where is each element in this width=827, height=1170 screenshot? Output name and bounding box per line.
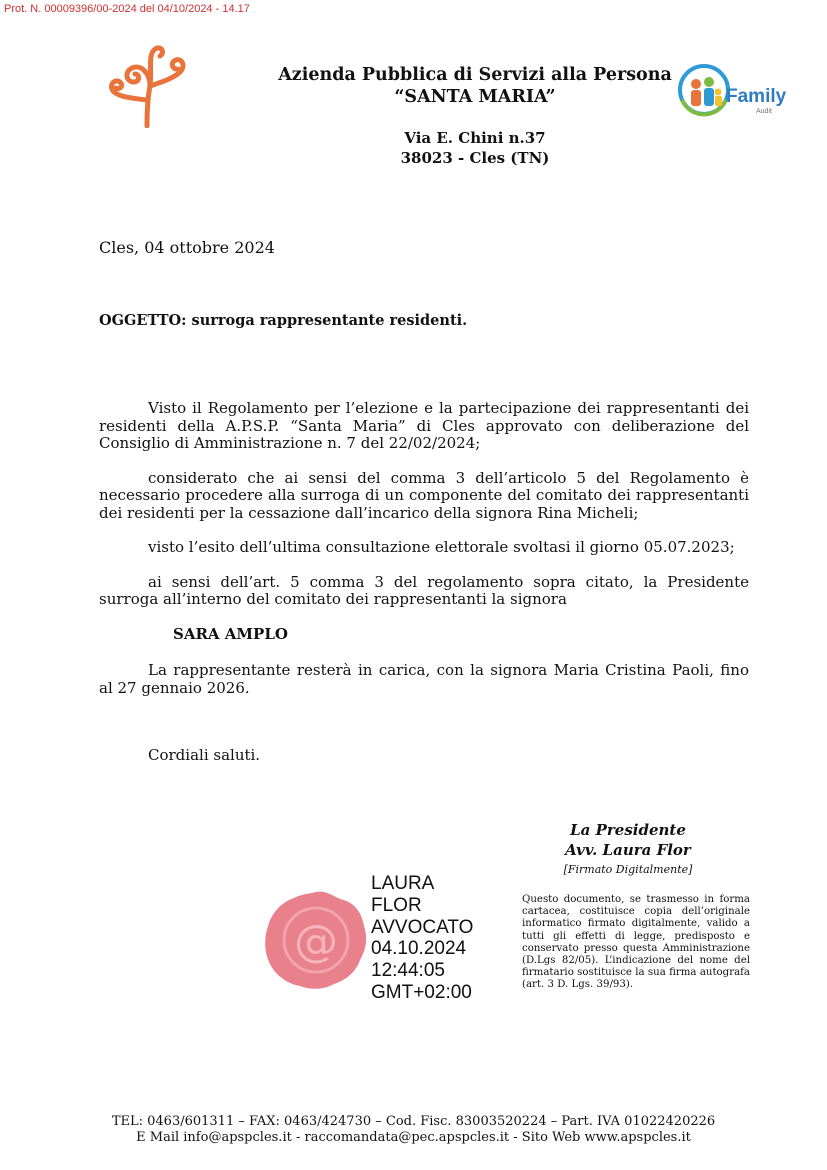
paragraph: considerato che ai sensi del comma 3 dell’articolo 5 del Regolamento è necessario procedere alla surroga di un componente del comitato dei rappresentanti dei residenti per la cessazione dall’incarico della signora Rina Micheli; <box>99 468 749 522</box>
address-street: Via E. Chini n.37 <box>404 129 546 147</box>
letter-date: Cles, 04 ottobre 2024 <box>99 238 275 257</box>
paragraph: Visto il Regolamento per l’elezione e la partecipazione dei rappresentanti dei residenti della A.P.S.P. “Santa Maria” di Cles approvato con deliberazione del Consiglio di Amministrazione n. 7 del 22/02/2024; <box>99 399 749 452</box>
closing: Cordiali saluti. <box>148 746 261 764</box>
digital-signature-disclaimer: Questo documento, se trasmesso in forma cartacea, costituisce copia dell’originale informatico firmato digitalmente, valido a tutti gli effetti di legge, predisposto e conservato presso questa Amministrazione (D.Lgs 82/05). L’indicazione del nome del firmatario sostituisce la sua firma autografa (art. 3 D. Lgs. 39/93). <box>522 894 750 991</box>
digital-signature-stamp <box>371 873 473 1004</box>
paragraph: visto l’esito dell’ultima consultazione elettorale svoltasi il giorno 05.07.2023; <box>148 538 735 556</box>
signer-name: Avv. Laura Flor <box>565 841 691 859</box>
letter-body <box>99 400 749 714</box>
family-audit-logo <box>676 60 792 120</box>
family-logo-sub: Audit <box>756 108 772 115</box>
signer-role: La Presidente <box>570 821 686 839</box>
stamp-line: 04.10.2024 <box>371 938 467 960</box>
footer-contacts: TEL: 0463/601311 – FAX: 0463/424730 – Cod. Fisc. 83003520224 – Part. IVA 01022420226 <box>111 1114 716 1129</box>
footer-emails: E Mail info@apspcles.it - raccomandata@pec.apspcles.it - Sito Web www.apspcles.it <box>136 1130 691 1145</box>
tree-logo-icon <box>104 42 190 128</box>
signature-note: [Firmato Digitalmente] <box>563 863 693 876</box>
family-logo-text: Family <box>726 86 787 107</box>
protocol-stamp: Prot. N. 00009396/00-2024 del 04/10/2024 - 14.17 <box>4 3 250 15</box>
stamp-line: LAURA <box>371 873 435 894</box>
wax-seal-icon <box>262 888 370 992</box>
stamp-line: 12:44:05 <box>371 960 445 982</box>
stamp-line: FLOR <box>371 894 422 916</box>
org-line-1: Azienda Pubblica di Servizi alla Persona <box>278 65 672 85</box>
organization-name <box>250 64 700 108</box>
paragraph: La rappresentante resterà in carica, con la signora Maria Cristina Paoli, fino al 27 gennaio 2026. <box>99 661 749 697</box>
stamp-line: GMT+02:00 <box>371 981 472 1003</box>
representative-name: SARA AMPLO <box>173 624 288 643</box>
footer <box>0 1114 827 1146</box>
letter-subject: OGGETTO: surroga rappresentante residenti. <box>99 312 468 329</box>
address <box>320 128 630 168</box>
org-line-2: “SANTA MARIA” <box>394 87 556 107</box>
svg-text:@: @ <box>294 916 338 967</box>
signature-block <box>548 820 708 876</box>
address-city: 38023 - Cles (TN) <box>400 149 550 167</box>
stamp-line: AVVOCATO <box>371 916 474 938</box>
paragraph: ai sensi dell’art. 5 comma 3 del regolamento sopra citato, la Presidente surroga all’interno del comitato dei rappresentanti la signora <box>99 572 749 608</box>
